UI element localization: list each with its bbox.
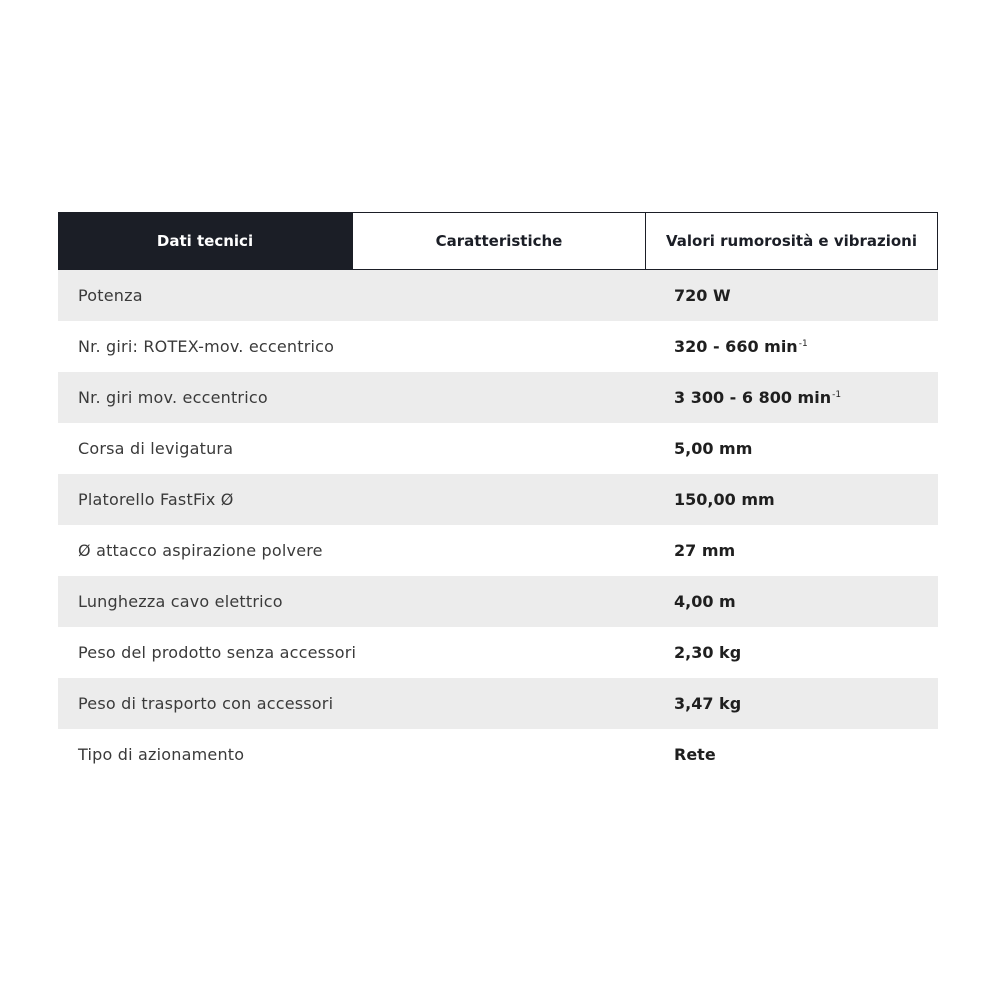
spec-value: 27 mm xyxy=(674,541,736,560)
spec-label: Platorello FastFix Ø xyxy=(78,490,234,509)
spec-row xyxy=(58,678,938,729)
tab-valori-rumorosita[interactable]: Valori rumorosità e vibrazioni xyxy=(645,212,938,270)
spec-row xyxy=(58,525,938,576)
spec-value: 2,30 kg xyxy=(674,643,742,662)
spec-value: 3,47 kg xyxy=(674,694,742,713)
spec-row xyxy=(58,270,938,321)
spec-label: Nr. giri mov. eccentrico xyxy=(78,388,268,407)
spec-value: 320 - 660 $\min^{-1}$ xyxy=(674,337,808,356)
spec-label: Peso del prodotto senza accessori xyxy=(78,643,357,662)
spec-row xyxy=(58,372,938,423)
spec-label: Lunghezza cavo elettrico xyxy=(78,592,283,611)
technical-data-panel xyxy=(58,212,938,780)
spec-value: 4,00 m xyxy=(674,592,736,611)
spec-label: Tipo di azionamento xyxy=(78,745,245,764)
tab-dati-tecnici[interactable]: Dati tecnici xyxy=(58,212,352,270)
spec-value: Rete xyxy=(674,745,716,764)
spec-label: Peso di trasporto con accessori xyxy=(78,694,334,713)
spec-value: 3 300 - 6 800 $\min^{-1}$ xyxy=(674,388,842,407)
spec-value: 720 W xyxy=(674,286,731,305)
spec-row xyxy=(58,576,938,627)
spec-table xyxy=(58,270,938,780)
tab-caratteristiche[interactable]: Caratteristiche xyxy=(352,212,645,270)
spec-row xyxy=(58,729,938,780)
tab-bar xyxy=(58,212,938,270)
spec-row xyxy=(58,423,938,474)
spec-label: Nr. giri: ROTEX-mov. eccentrico xyxy=(78,337,335,356)
spec-row xyxy=(58,474,938,525)
spec-label: Potenza xyxy=(78,286,143,305)
spec-value: 5,00 mm xyxy=(674,439,753,458)
spec-row xyxy=(58,321,938,372)
spec-label: Corsa di levigatura xyxy=(78,439,234,458)
spec-row xyxy=(58,627,938,678)
spec-value: 150,00 mm xyxy=(674,490,775,509)
spec-label: Ø attacco aspirazione polvere xyxy=(78,541,323,560)
